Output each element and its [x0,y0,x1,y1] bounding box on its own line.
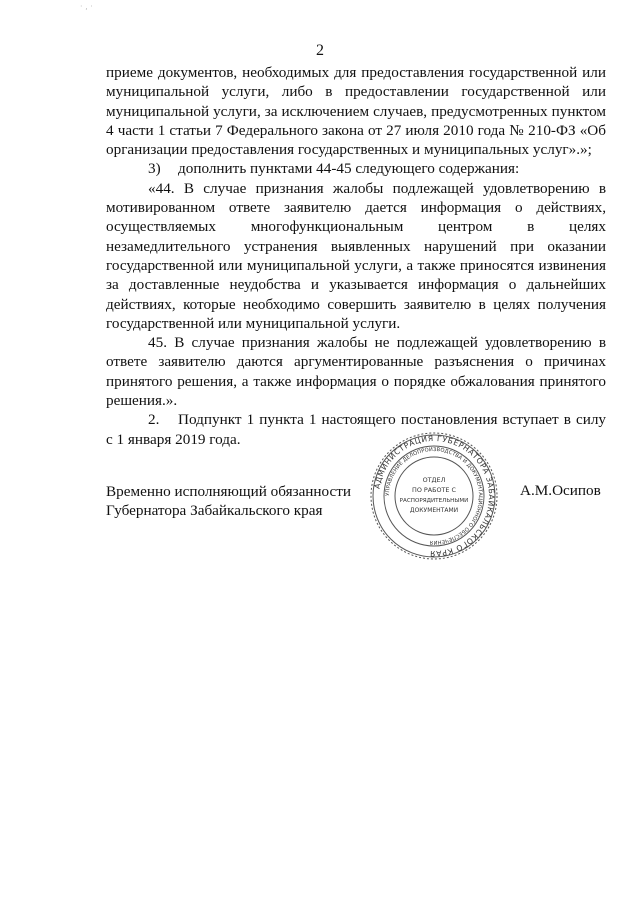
signatory-position-line1: Временно исполняющий обязанности [106,483,352,500]
paragraph-44: «44. В случае признания жалобы подлежащей удовлетворению в мотивированном ответе заявителю дается информация о действиях, осуществляемых многофункциональным центром в целях незамедлительного устранения выявленных нарушений при оказании государственной или муниципальной услуги, а также приносятся извинения за доставленные неудобства и указывается информация о дальнейших действиях, которые необходимо совершить заявителю в целях получения государственной или муниципальной услуги. [106,179,606,332]
list-item-2-number: 2. [148,411,160,429]
list-item-2-text: Подпункт 1 пункта 1 настоящего постановления вступает в силу с 1 января 2019 года. [106,411,606,448]
paragraph-45: 45. В случае признания жалобы не подлежащей удовлетворению в ответе заявителю даются аргументированные разъяснения о причинах принятого решения, а также информация о порядке обжалования принятого решения.». [106,334,606,410]
list-item-3 [106,159,606,178]
page-number: 2 [316,42,324,59]
stamp-center-line-3: РАСПОРЯДИТЕЛЬНЫМИ [399,498,469,504]
signatory-position [106,482,351,521]
stamp-center-line-2: ПО РАБОТЕ С [412,486,456,494]
stamp-outer-text: АДМИНИСТРАЦИЯ ГУБЕРНАТОРА ЗАБАЙКАЛЬСКОГО КРАЯ [372,433,497,559]
list-item-3-number: 3) [148,160,161,178]
signatory-name: А.М.Осипов [520,482,601,499]
stamp-center-line-1: ОТДЕЛ [422,476,446,484]
document-body [106,63,606,449]
list-item-2 [106,410,606,449]
paragraph-continuation: приеме документов, необходимых для предоставления государственной или муниципальной услуги, либо в предоставлении государственной или муниципальной услуги, за исключением случаев, предусмотренных пунктом 4 части 1 статьи 7 Федерального закона от 27 июля 2010 года № 210-ФЗ «Об организации предоставления государственных и муниципальных услуг».»; [106,64,606,159]
official-stamp [368,430,500,562]
stamp-center-line-4: ДОКУМЕНТАМИ [409,507,459,514]
scan-mark: · ‚ · [80,2,93,11]
list-item-3-text: дополнить пунктами 44-45 следующего содержания: [178,160,520,178]
stamp-inner-text: УПРАВЛЕНИЕ ДЕЛОПРОИЗВОДСТВА И ДОКУМЕНТАЦИОННОГО ОБЕСПЕЧЕНИЯ [384,446,484,546]
signatory-position-line2: Губернатора Забайкальского края [106,502,323,520]
svg-text:УПРАВЛЕНИЕ ДЕЛОПРОИЗВОДСТВА И [385,447,483,545]
